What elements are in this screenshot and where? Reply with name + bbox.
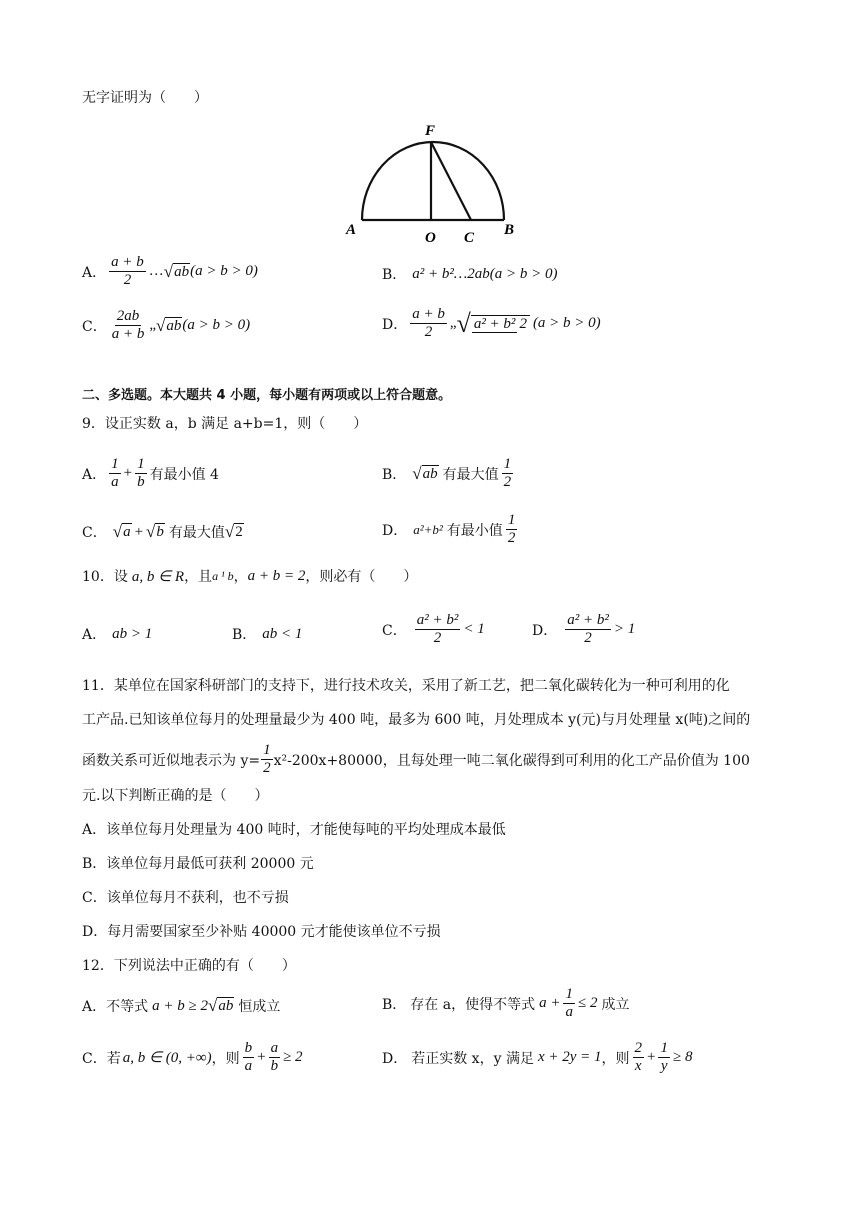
label-b: B	[504, 222, 515, 238]
q11-stem-line2: 工产品.已知该单位每月的处理量最少为 400 吨，最多为 600 吨，月处理成本 y(元)与月处理量 x(吨)之间的	[82, 712, 751, 728]
q12-option-b[interactable]: B． 存在 a，使得不等式 a + $\frac{1}{a}$ ≤ 2 成立	[382, 986, 630, 1020]
option-letter: B．	[382, 466, 407, 483]
section-heading: 二、多选题。本大题共 4 小题，每小题有两项或以上符合题意。	[82, 388, 452, 403]
q9-option-d[interactable]: D． a²+b² 有最小值 $\frac{1}{2}$	[382, 512, 516, 546]
semicircle-figure	[340, 118, 530, 246]
label-o: O	[425, 230, 436, 246]
q8-option-c[interactable]: C． $\frac{2ab}{a + b}$ „ √ ab (a > b > 0)	[82, 308, 251, 342]
q11-option-a[interactable]: A．该单位每月处理量为 400 吨时，才能使每吨的平均处理成本最低	[82, 822, 506, 838]
option-letter: A．	[82, 264, 107, 281]
question-tail: 无字证明为（ ）	[82, 90, 208, 106]
option-letter: B．	[382, 267, 407, 283]
option-letter: C．	[82, 318, 107, 335]
option-letter: C．	[82, 525, 107, 541]
fraction: $\frac{a + b}{2}$	[111, 254, 144, 288]
option-letter: A．	[82, 627, 107, 643]
sqrt-fraction: a² + b² 2	[471, 315, 530, 333]
q11-option-c[interactable]: C．该单位每月不获利，也不亏损	[82, 890, 289, 906]
option-letter: C．	[382, 622, 407, 639]
q11-stem-line3: 函数关系可近似地表示为 y= $\frac{1}{2}$ x²-200x+80000，且每处理一吨二氧化碳得到可利用的化工产品价值为 100	[82, 742, 750, 776]
segment-fc	[431, 142, 471, 220]
q10-option-a[interactable]: A． ab > 1	[82, 625, 153, 643]
q9-option-c[interactable]: C． √ a + √ b 有最大值 √ 2	[82, 522, 243, 541]
option-letter: D．	[382, 522, 408, 539]
q12-option-c[interactable]: C． 若 a, b ∈ (0, +∞) ，则 $\frac{b}{a}$ + $\frac{a}{b}$ ≥ 2	[82, 1040, 303, 1074]
q9-option-a[interactable]: A． $\frac{1}{a}$ + $\frac{1}{b}$ 有最小值 4	[82, 456, 219, 490]
label-c: C	[464, 230, 475, 246]
q11-option-b[interactable]: B．该单位每月最低可获利 20000 元	[82, 856, 314, 872]
q8-option-a[interactable]: A． $\frac{a + b}{2}$ … √ ab (a > b > 0)	[82, 254, 258, 288]
fraction: $\frac{2ab}{a + b}$	[111, 308, 145, 342]
q10-option-b[interactable]: B． ab < 1	[232, 625, 303, 643]
option-letter: B．	[232, 627, 257, 643]
q12-option-d[interactable]: D． 若正实数 x，y 满足 x + 2y = 1 ，则 $\frac{2}{x}$ + $\frac{1}{y}$ ≥ 8	[382, 1040, 693, 1074]
label-f: F	[425, 123, 436, 139]
q10-stem: 10．设 a, b ∈ R ，且 a ¹ b ， a + b = 2 ，则必有（ ）	[82, 567, 418, 585]
q8-option-b[interactable]: B． a² + b²…2ab (a > b > 0)	[382, 265, 558, 283]
q12-stem: 12．下列说法中正确的有（ ）	[82, 958, 296, 974]
q12-option-a[interactable]: A． 不等式 a + b ≥ 2 √ ab 恒成立	[82, 996, 281, 1015]
q8-option-d[interactable]: D． $\frac{a + b}{2}$ „ √ a² + b² 2 (a > b > 0)	[382, 306, 601, 340]
option-letter: D．	[532, 622, 558, 639]
option-letter: C．	[82, 1050, 107, 1067]
fraction: $\frac{a + b}{2}$	[412, 306, 445, 340]
label-a: A	[346, 222, 357, 238]
semicircle-arc	[362, 142, 504, 220]
q11-stem-line4: 元.以下判断正确的是（ ）	[82, 788, 269, 804]
q10-option-c[interactable]: C． $\frac{\text{a² + b²}}{2}$ < 1	[382, 612, 485, 646]
q10-option-d[interactable]: D． $\frac{\text{a² + b²}}{2}$ > 1	[532, 612, 636, 646]
q11-option-d[interactable]: D．每月需要国家至少补贴 40000 元才能使该单位不亏损	[82, 924, 441, 940]
q11-stem-line1: 11．某单位在国家科研部门的支持下，进行技术攻关，采用了新工艺，把二氧化碳转化为一种可利用的化	[82, 678, 730, 694]
option-letter: B．	[382, 996, 407, 1013]
sqrt-expr: ab	[174, 263, 190, 280]
q9-option-b[interactable]: B． √ ab 有最大值 $\frac{1}{2}$	[382, 456, 512, 490]
q9-stem: 9．设正实数 a，b 满足 a+b=1，则（ ）	[82, 416, 368, 432]
option-letter: A．	[82, 466, 107, 483]
option-letter: D．	[382, 1050, 408, 1067]
option-letter: D．	[382, 316, 408, 333]
sqrt-expr: ab	[166, 317, 182, 334]
option-letter: A．	[82, 999, 107, 1015]
